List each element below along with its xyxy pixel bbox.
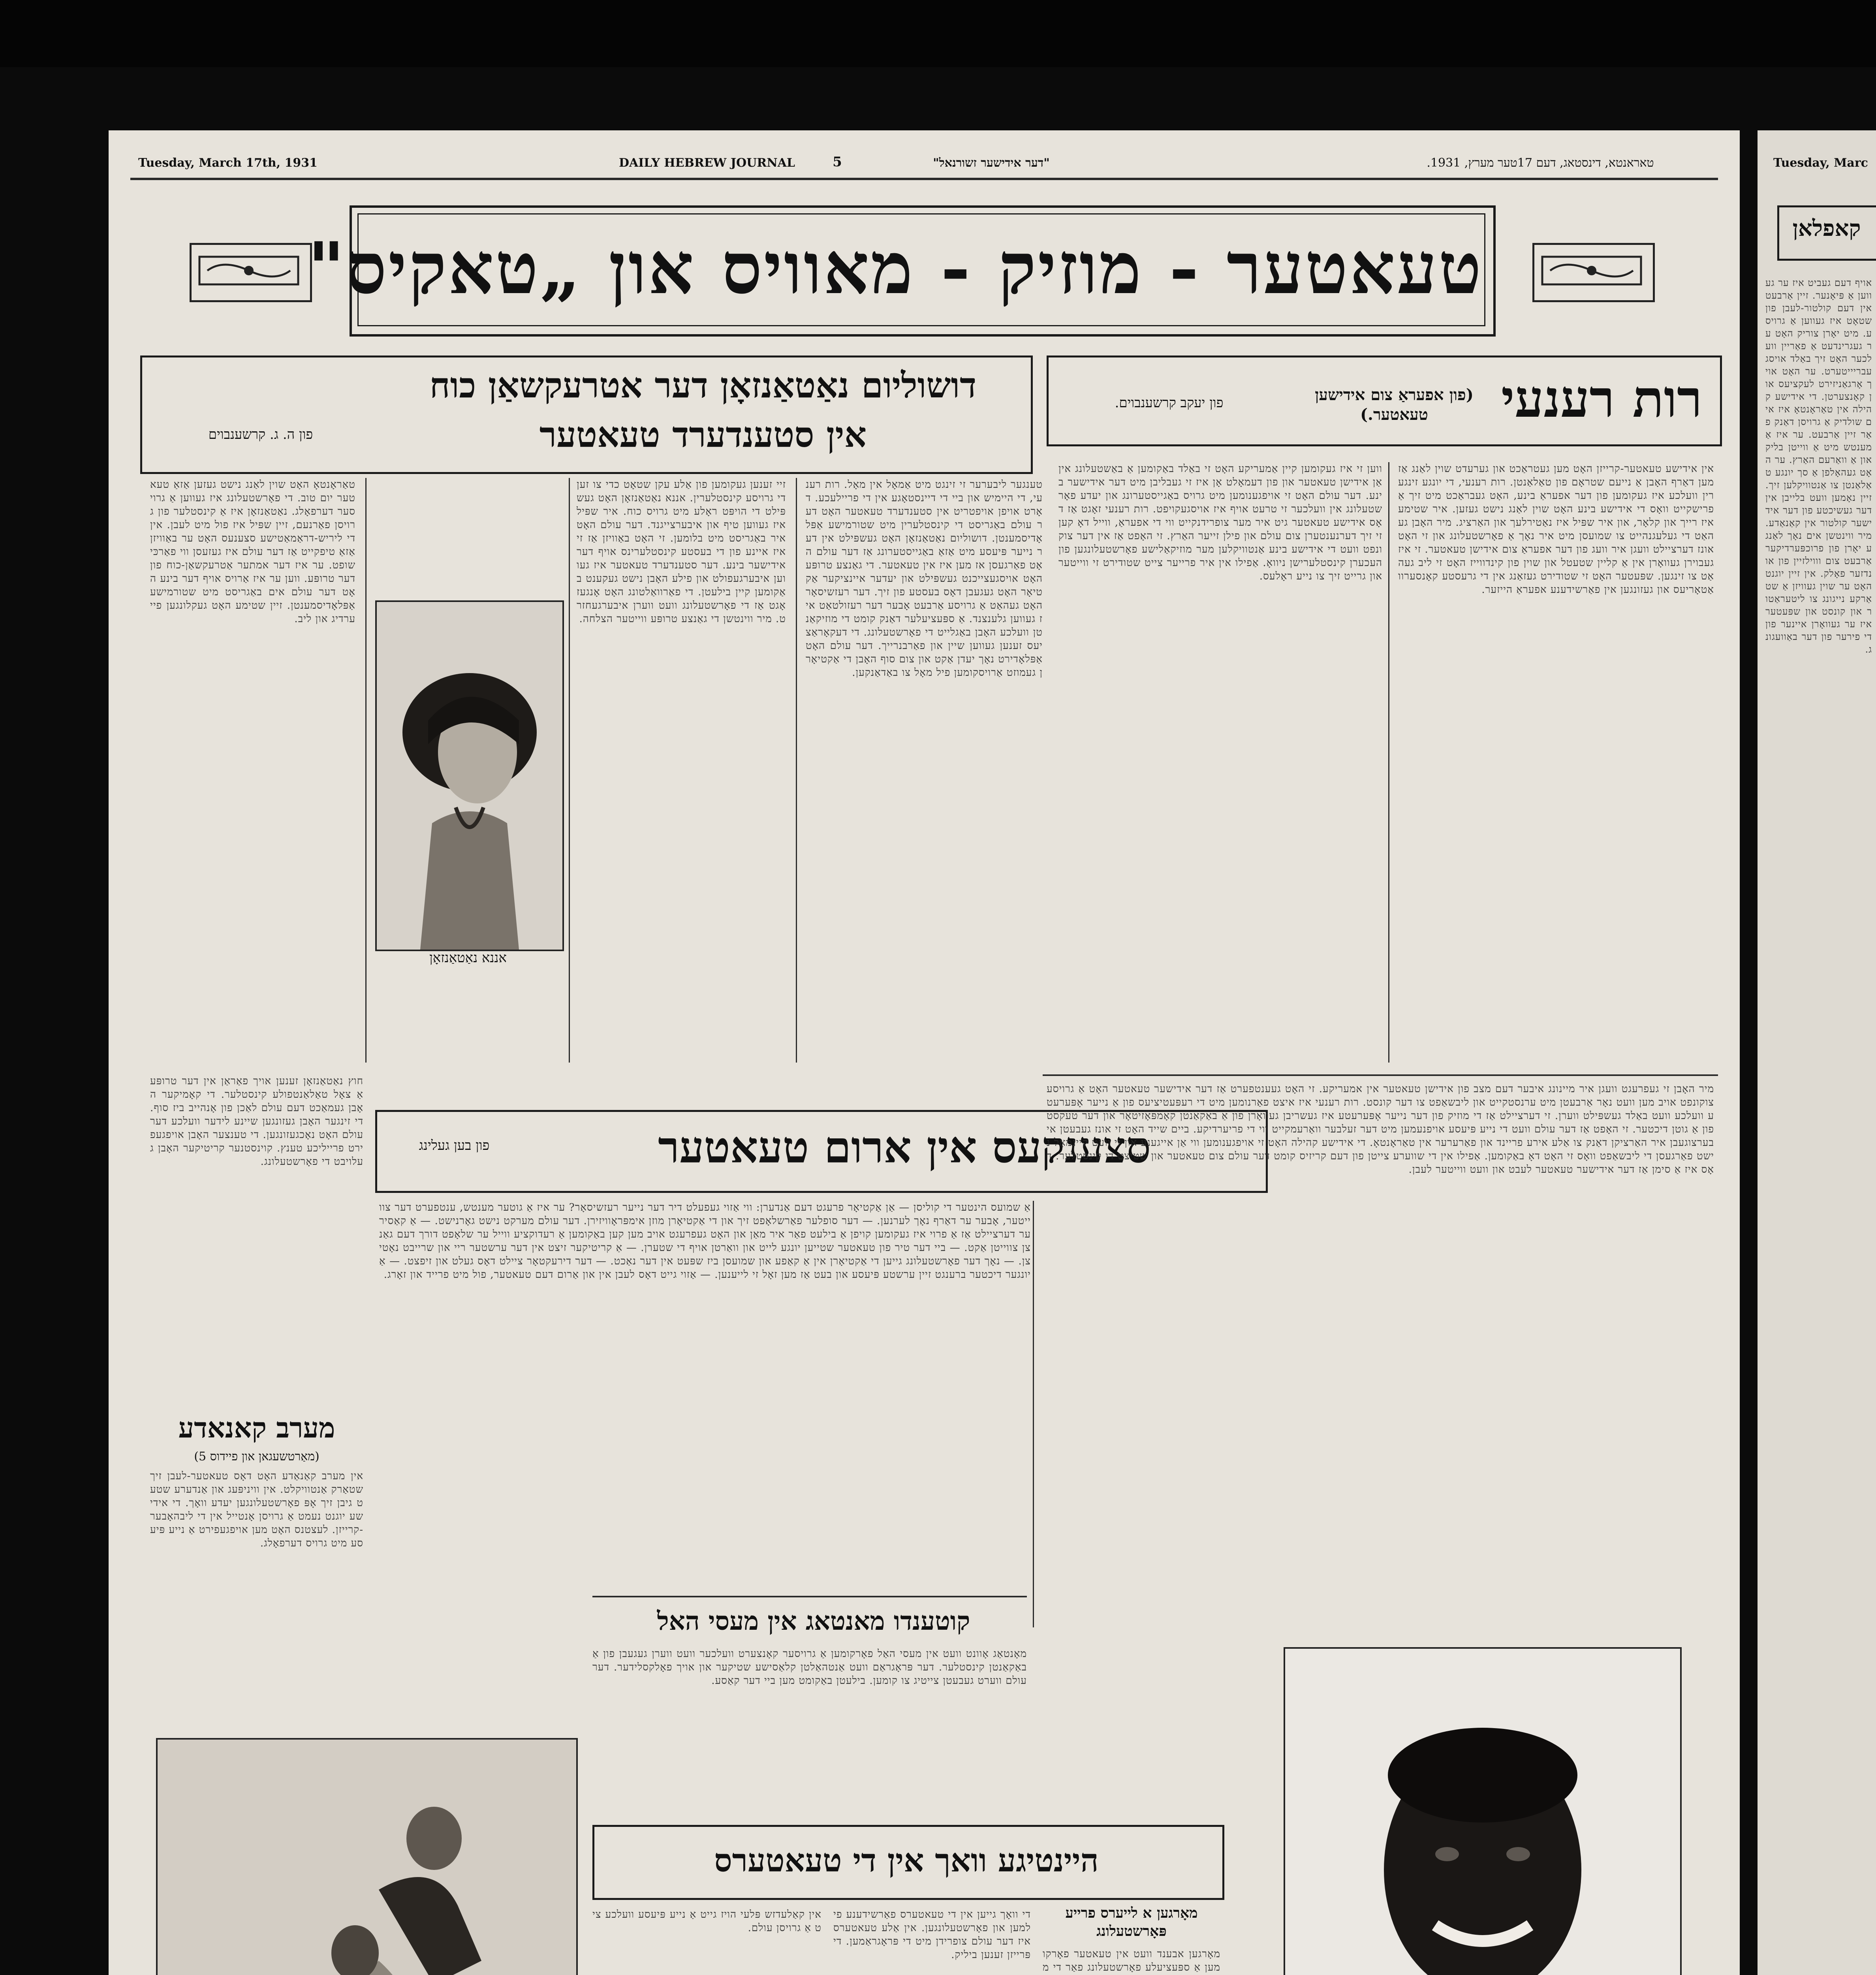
ruth-col-2: ווען זי איז געקומען קיין אַמעריקע האָט זי באַלד באַקומען אַ באַשטעלונג אין אַן אידישן טעאטער און פון דעמאָלט אָן איז זי געבליבן מיט דער אידישער בינע. דער עולם האָט זי אויפגענומען מיט גרויס באַגייסטערונג און יעדע פאָרשטעלונג אין וועלכער זי טרעט אויף איז אויסגעקויפט. רות רענעי זאָגט אַז דאָס אידישע טעאטער גיט איר מער צופרידנקייט ווי די אפעראַ, ווייל דאָ קען זי זיך דערנענטערן צום עולם און פילן זייער האַרץ. זי האָפט אַז אין דער צוקונפט וועט די אידישע בינע אַנטוויקלען מער מוזיקאַלישע פאָרשטעלונגען פון העכערן קינסטלערישן ניוואָ. אַפילו אין איר פרייער צייט שטודירט זי ווייטער און גרייט זיך צו נייע ראָלעס. [1058,463,1382,582]
left-ornament [190,243,312,302]
toronto-col-center: טענגער ליבערער זי זינגט מיט אַמאָל אין מאָל. רות רענעי, די היימיש און ביי די דיינסטאָגע אין די פריילעכע. דאָרט אויפן אויפטריט אין סטענדערד טעאטער האָט דער עולם באַגריסט די קינסטלערין מיט שטורמישע אַפּלאָדיסמענטן. דושוליום נאַטאַנזאָן האָט געשפּילט אין דער נייער פּיעסע מיט אַזאַ באַגייסטערונג אַז דער עולם האָט פאַרגעסן אז מען איז אין טעאטער. די גאַנצע טרופּע האָט אויסגעצייכנט געשפּילט און יעדער איינציקער אַקטיאָר האָט געגעבן דאָס בעסטע פון זיך. דער רעזשיסאָר האָט געהאַט אַ גרויסע אַרבעט אָבער דער רעזולטאַט איז געווען גלענצנד. אַ ספּעציעלער דאַנק קומט די מוזיקאַנטן וועלכע האָבן באַגלייט די פאָרשטעלונג. די דעקאָראַציעס זענען געווען שיין און פאַרבנרייך. דער עולם האָט אַפּלאָדירט נאָך יעדן אַקט און צום סוף האָבן די אַקטיאָרן געמוזט אַרויסקומען פיל מאָל צו באַדאַנקען. [806,479,1043,679]
toronto-col-divider-c [365,478,367,1063]
masthead-rule [130,178,1718,180]
toronto-col-divider-a [796,478,797,1063]
ruth-continuation: מיר האָבן זי געפרעגט וועגן איר מיינונג איבער דעם מצב פון אידישן טעאטער אין אמעריקע. זי האָט געענטפערט אַז דער אידישער טעאטער האָט אַ גרויסע צוקונפט אויב מען וועט נאָר אַרבעטן מיט ערנסטקייט און ליבשאַפט צו דער קונסט. רות רענעי איז איצט פאַרנומען מיט די רעפּעטיציעס פון אַ נייער אָפּערעטע וועלכע וועט באַלד געשפּילט ווערן. זי דערציילט אַז די מוזיק פון דער נייער אָפּערעטע איז געשריבן געוואָרן פון אַ באַקאַנטן קאָמפּאָזיטאָר און דער טעקסט פון אַ גוטן דיכטער. זי האָפט אַז דער עולם וועט די נייע פּיעסע אויפנעמען מיט דער זעלבער וואַרעמקייט ווי די פריערדיקע. ביים שייד האָט זי אונז געבעטן איבערצוגעבן איר האַרציקן דאַנק צו אַלע אירע פריינד און פאַרערער אין טאַראָנטאָ. די אידישע קהילה האָט זי אויפגענומען ווי אַן אייגענע און זי וועט קיינמאָל נישט פאַרגעסן די ליבשאַפט וואָס זי האָט דאָ באַקומען. אַפילו אין די שווערע צייטן פון דעם קריזיס קומט דער עולם צום טעאטער און שטיצט די קינסטלער. דאָס איז אַ סימן אַז דער אידישער טעאטער לעבט און וועט ווייטער לעבן. [1047,1083,1714,1176]
dancers-photo [156,1738,578,1975]
scan-top-border [0,0,1876,67]
page-number: 5 [833,154,842,170]
this-week-col-1: מאָרגען אבענד וועט אין טעאטער פאָרקומען אַ ספּעציעלע פאָרשטעלונג פאַר די מ [1043,1948,1220,1973]
this-week-col-2: די וואָך גייען אין די טעאטערס פאַרשידענע פילמען און פאָרשטעלונגען. אין אַלע טעאטערס איז דער עולם צופרידן מיט די פּראָגראַמען. די פּרייזן זענען ביליק. [833,1909,1031,1961]
ruth-subtitle: (פון אפעראַ צום אידישען טעאטער.) [1315,386,1474,424]
masthead-paper-english: DAILY HEBREW JOURNAL [618,156,795,170]
robeson-photo [1284,1647,1682,1975]
right-ornament [1532,243,1655,302]
scenes-title: סצענקעס אין ארום טעאטער [658,1122,1151,1173]
kutendu-body: מאָנטאַג אָוונט וועט אין מעסי האַל פאָרקומען אַ גרויסער קאָנצערט וועלכער וועט ווערן געגעבן פון אַ באַקאַנטן קינסטלער. דער פּראָגראַם וועט אַנטהאַלטן קלאַסישע שטיקער און אויך פאָלקסלידער. דער עולם ווערט געבעטן צייטיג צו קומען. בילעטן באַקומט מען ביי דער קאַסע. [592,1648,1027,1687]
ruth-col-divider [1388,462,1389,1063]
toronto-col-left: טאַראָנטאָ האָט שוין לאַנג נישט געזען אַזאַ טעאטער יום טוב. די פאָרשטעלונג איז געווען אַ גרויסער דערפאָלג. נאַטאַנזאָן איז אַ קינסטלער פון גרויסן פאַרנעם, זיין שפּיל איז פול מיט לעבן. אין די ליריש-דראַמאַטישע סצענעס האָט ער באַוויזן אַזאַ טיפקייט אַז דער עולם איז געזעסן ווי פאַרכּישופט. ער איז דער אמתער אַטרעקשאַן-כוח פון דער טרופּע. ווען ער איז אַרויס אויף דער בינע האָט דער עולם אים באַגריסט מיט שטורמישע אַפּלאָדיסמענטן. זיין שטימע האָט געקלונגען פייערדיג און ליב. [150,479,355,625]
kutendu-title: קוטענדו מאנטאג אין מעסי האל [657,1606,970,1636]
ruth-col-1: אין אידישע טעאטער-קרייזן האָט מען געטראַכט און גערעדט שוין לאַנג אַז מען דאַרף האָבן אַ נייעם שטראָם פון טאַלאַנטן. רות רענעי, די יונגע זינגערין וועלכע איז געקומען פון דער אפעראַ בינע, האָט געבראַכט מיט זיך אַ פרישקייט וואָס די אידישע בינע האָט שוין לאַנג נישט געזען. איר שטימע איז רייך און קלאָר, און איר שפּיל איז נאַטירלעך און האַרציג. מיר האָבן געהאַט די געלעגנהייט צו שמועסן מיט איר נאָך אַ פאָרשטעלונג און זי האָט אונז דערציילט וועגן איר וועג פון דער אפעראַ צום אידישן טעאטער. זי איז געבוירן געוואָרן אין אַ קליין שטעטל און שוין פון קינדווייז האָט זי ליב געהאַט צו זינגען. שפּעטער האָט זי שטודירט געזאַנג אין די גרעסטע קאָנסערוואַטאָריעס און געזונגען אין פאַרשידענע אפעראַ הייזער. [1398,463,1714,596]
this-week-head-1: מאָרגען א לייערס פרייע פּאָרשטעלונג [1065,1905,1198,1939]
masthead-date-english: Tuesday, March 17th, 1931 [138,156,318,170]
ruth-bottom-rule [1043,1074,1718,1076]
next-page-date: Tuesday, Marc [1773,156,1868,170]
left-col-lower: חוץ נאַטאַנזאָן זענען אויך פאַראַן אין דער טרופּע אַ צאָל טאַלאַנטפולע קינסטלער. די קאָמיקער האָבן געמאַכט דעם עולם לאַכן פון אָנהייב ביז סוף. די זינגער האָבן געזונגען שיינע לידער וועלכע דער עולם האָט נאָכגעזונגען. די טענצער האָבן אויפגעפירט פרייליכע טענץ. קוינסטנער קריטיקער האָבן געלויבט די פאָרשטעלונג. [150,1075,363,1168]
anna-caption: אננא נאַטאַנזאָן [429,950,507,966]
anna-photo [375,600,564,951]
toronto-col-divider-b [569,478,570,1063]
this-week-title: היינטיגע וואך אין די טעאטערס [714,1842,1099,1879]
ruth-byline: פון יעקב קרשענבוים. [1115,395,1224,411]
masthead-paper-yiddish: "דער אידישער זשורנאל" [933,156,1050,170]
toronto-col-mid: זיי זענען געקומען פון אַלע עקן שטאָט כדי צו זען די גרויסע קינסטלערין. אננא נאַטאַנזאָן האָט געשפּילט די הויפּט ראָלע מיט גרויס כוח. איר שפּיל איז געווען טיף און איבערצייגנד. דער עולם האָט איר באַגריסט מיט בלומען. זי האָט באַוויזן אַז זי איז איינע פון די בעסטע קינסטלערינס אויף דער אידישער בינע. דער סטענדערד טעאטער איז געווען איבערגעפולט און פילע האָבן נישט געקענט באַקומען קיין בילעטן. די פאַרוואַלטונג האָט אָנגעזאָגט אַז די פאָרשטעלונג וועט ווערן איבערגעחזרט. מיר ווינטשן די גאַנצע טרופּע ווייטער הצלחה. [577,479,786,625]
this-week-col-6: אין קאַלעדזש פּלעי הויז גייט אַ נייע פּיעסע וועלכע ציט אַ גרויסן עולם. [592,1909,821,1934]
masthead-date-yiddish: טאראנטא, דינסטאג, דעם 17טער מערץ, 1931. [1427,156,1654,170]
ruth-title: רות רענעי [1501,369,1702,429]
scenes-body: אַ שמועס הינטער די קוליסן — אַן אַקטיאָר פרעגט דעם אַנדערן: ווי אַזוי געפעלט דיר דער נייער רעזשיסאָר? ער איז אַ גוטער מענטש, ענטפערט דער צווייטער, אָבער ער דאַרף נאָך לערנען. — דער סופלער פאַרשלאָפט זיך און די אַקטיאָרן מוזן אימפּראָוויזירן. דער עולם מערקט נישט גאָרנישט. — אַ קאַסירער דערציילט אַז אַ פרוי איז געקומען קויפן אַ בילעט פאַר איר מאַן און האָט געפרעגט אויב מען קען באַקומען אַ רעדוקציע ווייל ער שלאָפט דורך דעם גאַנצן צווייטן אַקט. — ביי דער טיר פון טעאטער שטייען יונגע לייט און וואַרטן אויף די שטערן. — אַ קריטיקער זיצט אין דער ערשטער ריי און שרייבט נאָטיצן. — נאָך דער פאָרשטעלונג גייען די אַקטיאָרן אין אַ קאַפע און שמועסן ביז שפּעט אין דער נאַכט. — דער דירעקטאָר ציילט דאָס געלט און זיפצט. — אַ יונגער דיכטער ברענגט זיין ערשטע פּיעסע און בעט אַז מען זאָל זי לייענען. — אַזוי גייט דאָס לעבן אין און אַרום דעם טעאטער, פול מיט פרייד און זאָרג. [379,1202,1031,1281]
toronto-title-line2: אין סטענדערד טעאטער [539,414,867,455]
scenes-right-divider [1033,1201,1034,1627]
scenes-byline: פון בען געלינג [419,1138,490,1153]
banner-title: טעאטער - מוזיק - מאוויס און „טאקיס" [307,227,1483,310]
toronto-byline: פון ה. ג. קרשענבוים [208,427,313,442]
canada-subtitle: (מאַרטשעגאן און פיידוס 5) [194,1450,320,1463]
next-page-banner-title: קאפלאן [1792,215,1861,241]
canada-body: אין מערב קאַנאַדע האָט דאָס טעאטער-לעבן זיך שטאַרק אַנטוויקלט. אין וויניפּעג און אַנדערע שטעט גיבן זיך אָפּ פאָרשטעלונגען יעדע וואָך. די אידישע יוגנט נעמט אַ גרויסן אָנטייל אין די ליבהאָבער-קרייזן. לעצטנס האָט מען אויפגעפירט אַ נייע פּיעסע מיט גרויס דערפאָלג. [150,1470,363,1549]
kutendu-top-rule [592,1596,1027,1597]
toronto-title: דושוליום נאַטאַנזאָן דער אטרעקשאַן כוח [429,365,977,406]
page-gutter [1740,130,1758,1975]
next-page-text: אויף דעם געביט איז ער געווען אַ פּיאָנער. זיין אַרבעט אין דעם קולטור-לעבן פון שטאָט איז געווען אַ גרויסע. מיט יאָרן צוריק האָט ער געגרינדעט אַ פאַריין וועלכער האָט זיך באַלד אויסגעבריייטערט. ער האָט אויך אָרגאַניזירט לעקציעס און קאָנצערטן. די אידישע קהילה אין טאַראָנטאָ איז אים שולדיק אַ גרויסן דאַנק פאַר זיין אַרבעט. ער איז אַ מענטש מיט אַ ווייטן בליק און אַ וואַרעם האַרץ. ער האָט געהאָלפן אַ סך יונגע טאַלאַנטן צו אַנטוויקלען זיך. זיין נאָמען וועט בלייבן אין דער געשיכטע פון דער אידישער קולטור אין קאַנאַדע. מיר ווינטשן אים נאָך לאַנגע יאָרן פון פרוכפּערדיקער אַרבעט צום וווילזיין פון אונדזער פאָלק. אין זיין יוגנט האָט ער שוין געוויזן אַ שטאַרקע נייגונג צו ליטעראַטור און קונסט און שפּעטער איז ער געוואָרן איינער פון די פירער פון דער באַוועגונג. [1765,277,1872,655]
canada-title: מערב קאנאדע [178,1411,335,1444]
